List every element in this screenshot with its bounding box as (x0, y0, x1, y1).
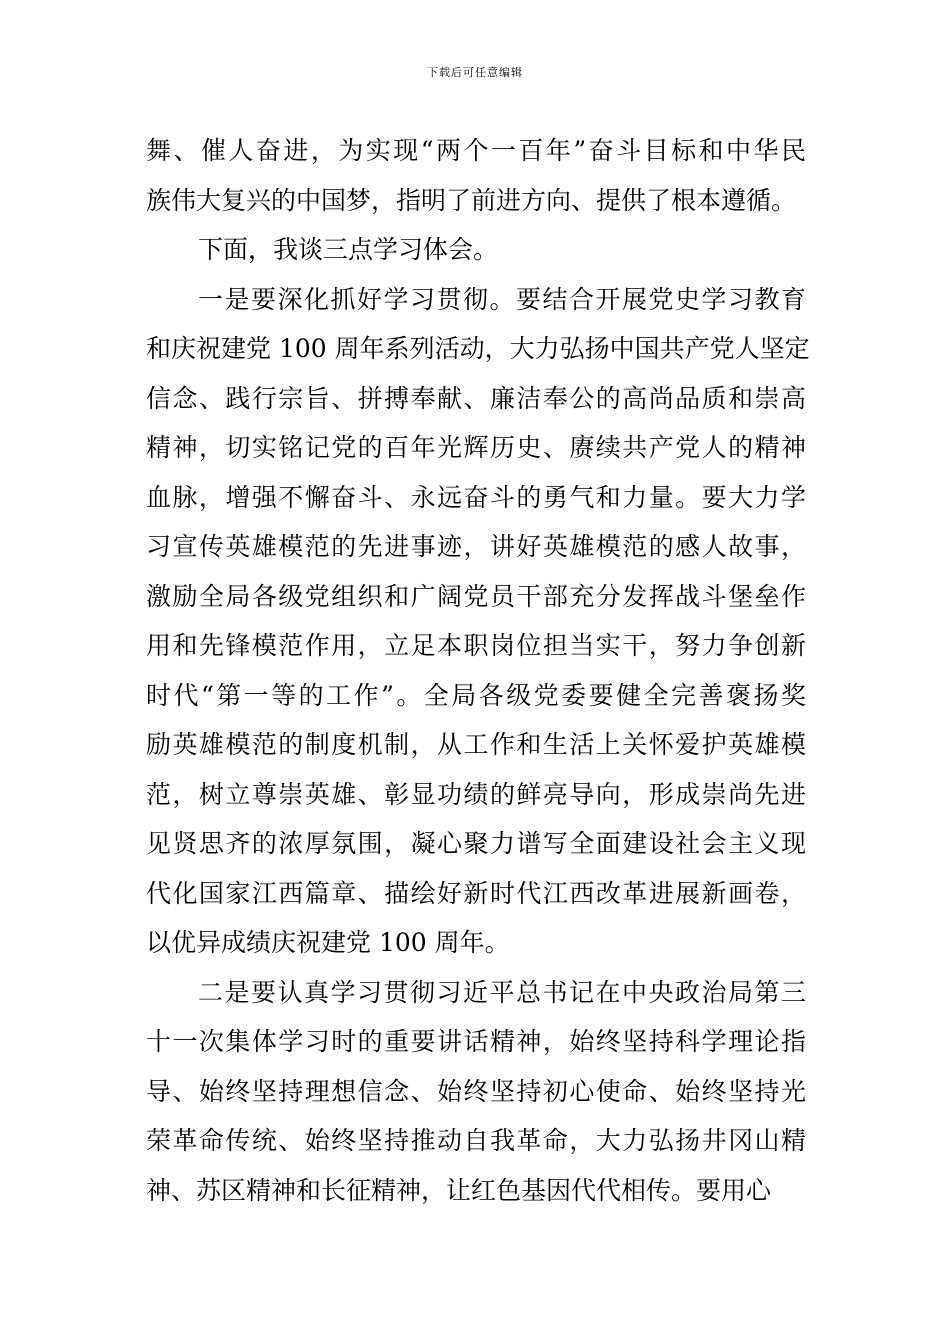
text-line: 时代“第一等的工作”。全局各级党委要健全完善褒扬奖 (146, 680, 806, 710)
text-line: 二是要认真学习贯彻习近平总书记在中央政治局第三 (198, 977, 806, 1007)
text-line: 下面，我谈三点学习体会。 (198, 235, 499, 264)
text-line: 血脉，增强不懈奋斗、永远奋斗的勇气和力量。要大力学 (146, 482, 806, 512)
text-line: 舞、催人奋进，为实现“两个一百年”奋斗目标和中华民 (146, 136, 806, 165)
paragraph (146, 275, 810, 968)
text-line: 十一次集体学习时的重要讲话精神，始终坚持科学理论指 (146, 1027, 806, 1056)
text-line: 以优异成绩庆祝建党 100 周年。 (146, 928, 510, 957)
text-line: 励英雄模范的制度机制，从工作和生活上关怀爱护英雄模 (146, 730, 806, 759)
text-line: 导、始终坚持理想信念、始终坚持初心使命、始终坚持光 (146, 1076, 806, 1106)
paragraph (146, 126, 806, 225)
text-line: 精神，切实铭记党的百年光辉历史、赓续共产党人的精神 (146, 433, 806, 462)
text-line: 范，树立尊崇英雄、彰显功绩的鲜亮导向，形成崇尚先进 (146, 779, 806, 809)
text-line: 神、苏区精神和长征精神，让红色基因代代相传。要用心 (146, 1175, 772, 1205)
text-line: 荣革命传统、始终坚持推动自我革命，大力弘扬井冈山精 (146, 1126, 806, 1155)
text-line: 信念、践行宗旨、拼搏奉献、廉洁奉公的高尚品质和崇高 (146, 383, 806, 413)
text-line: 代化国家江西篇章、描绘好新时代江西改革进展新画卷， (146, 878, 806, 908)
text-line: 一是要深化抓好学习贯彻。要结合开展党史学习教育 (198, 284, 806, 314)
text-line: 激励全局各级党组织和广阔党员干部充分发挥战斗堡垒作 (146, 581, 806, 611)
document-body (146, 126, 810, 1215)
text-line: 用和先锋模范作用，立足本职岗位担当实干，努力争创新 (146, 631, 806, 660)
text-line: 见贤思齐的浓厚氛围，凝心聚力谱写全面建设社会主义现 (146, 829, 806, 858)
paragraph (146, 225, 806, 275)
paragraph (146, 968, 806, 1216)
text-line: 和庆祝建党 100 周年系列活动，大力弘扬中国共产党人坚定 (146, 334, 810, 363)
text-line: 族伟大复兴的中国梦，指明了前进方向、提供了根本遵循。 (146, 185, 797, 215)
text-line: 习宣传英雄模范的先进事迹，讲好英雄模范的感人故事， (146, 532, 806, 561)
page-header: 下载后可任意编辑 (427, 66, 523, 79)
